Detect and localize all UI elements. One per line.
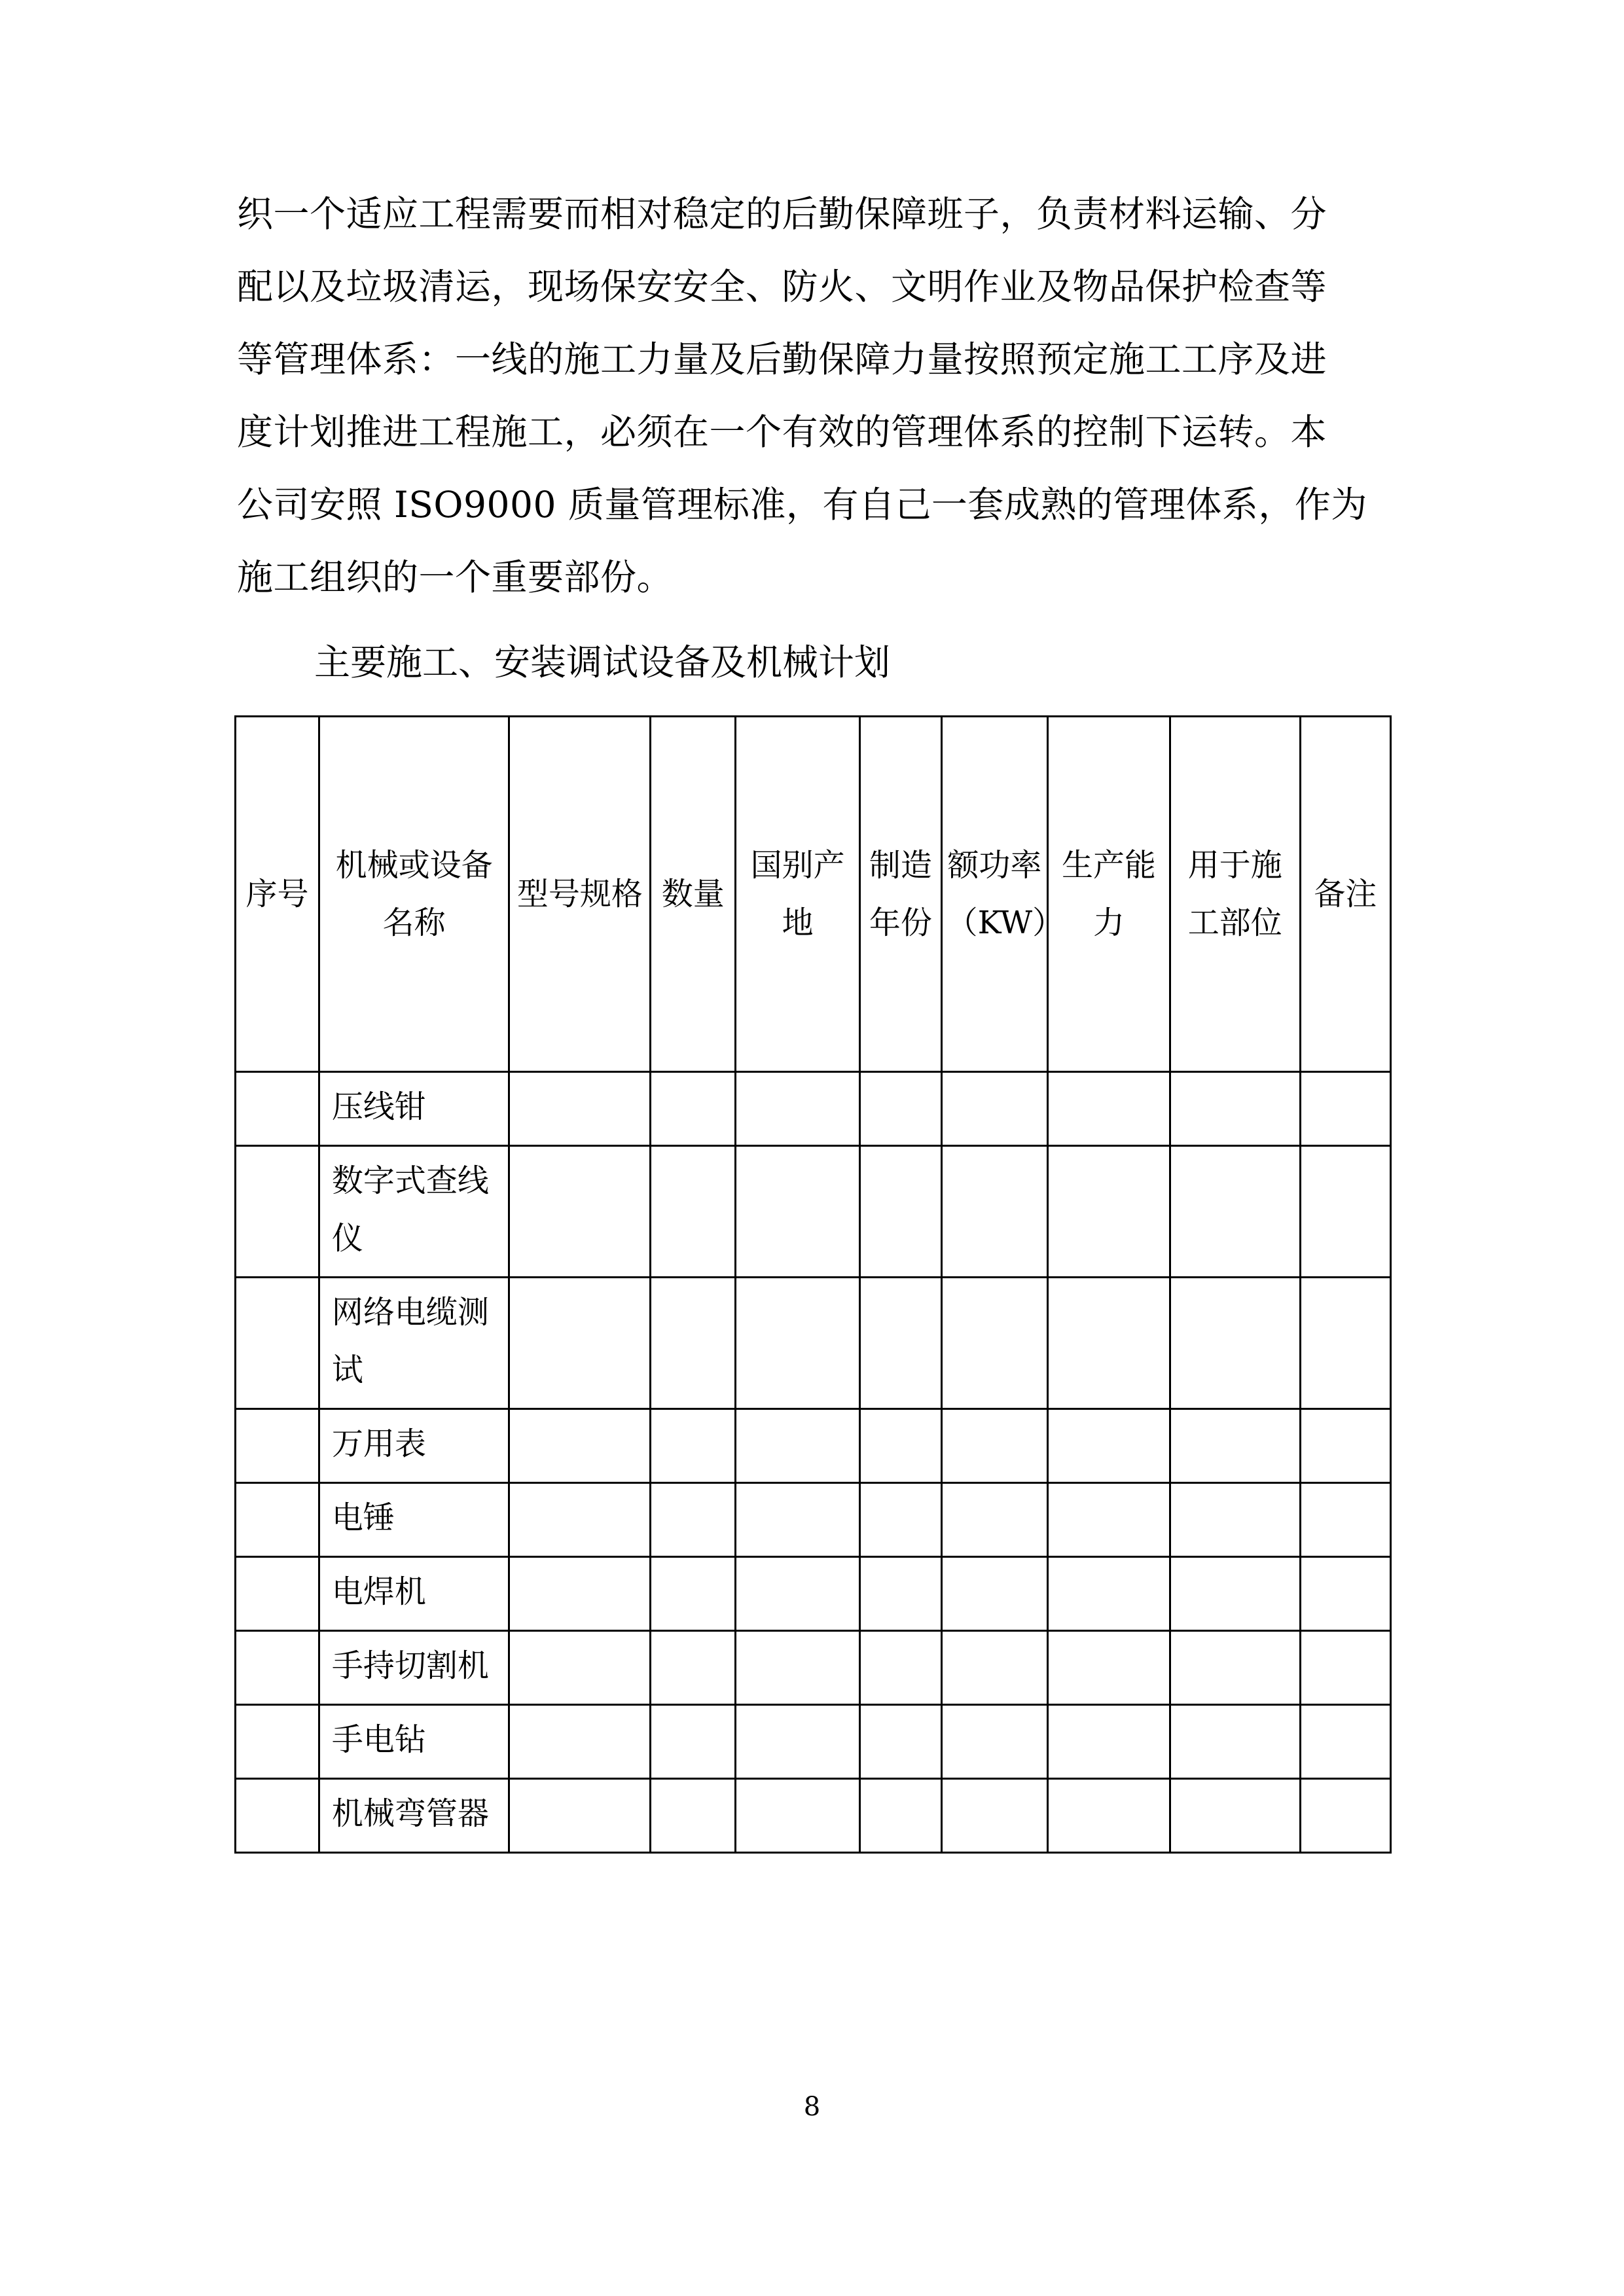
- column-header-label: 制造年份: [869, 847, 932, 941]
- table-row: [236, 1146, 1391, 1278]
- cell-construction-part: [1170, 1631, 1300, 1705]
- cell-origin: [736, 1483, 860, 1557]
- cell-manufacture-year: [860, 1146, 941, 1278]
- cell-remark: [1300, 1705, 1390, 1779]
- column-header-manufacture-year: [860, 717, 941, 1072]
- body-line: 度计划推进工程施工，必须在一个有效的管理体系的控制下运转。本: [237, 411, 1327, 453]
- cell-serial: [236, 1631, 319, 1705]
- column-header-capacity: [1048, 717, 1170, 1072]
- cell-model-spec: [509, 1146, 651, 1278]
- cell-quantity: [651, 1278, 736, 1409]
- column-header-label: 生产能力: [1061, 847, 1156, 941]
- cell-quantity: [651, 1705, 736, 1779]
- body-paragraph: [237, 178, 1389, 614]
- table-body: [236, 1072, 1391, 1853]
- table-row: [236, 1483, 1391, 1557]
- cell-rated-power: [941, 1072, 1047, 1146]
- cell-remark: [1300, 1557, 1390, 1631]
- cell-capacity: [1048, 1278, 1170, 1409]
- table-row: [236, 1557, 1391, 1631]
- table-row: [236, 1072, 1391, 1146]
- column-header-label: 额功率（KW）: [946, 847, 1064, 941]
- body-line: 公司安照 ISO9000 质量管理标准，有自己一套成熟的管理体系，作为: [237, 484, 1367, 526]
- cell-rated-power: [941, 1278, 1047, 1409]
- cell-remark: [1300, 1779, 1390, 1853]
- column-header-label: 备注: [1314, 876, 1377, 912]
- cell-construction-part: [1170, 1557, 1300, 1631]
- cell-quantity: [651, 1631, 736, 1705]
- cell-capacity: [1048, 1409, 1170, 1483]
- body-line: 等管理体系：一线的施工力量及后勤保障力量按照预定施工工序及进: [237, 338, 1327, 380]
- column-header-label: 国别产地: [750, 847, 845, 941]
- column-header-label: 数量: [661, 876, 725, 912]
- cell-construction-part: [1170, 1146, 1300, 1278]
- cell-quantity: [651, 1557, 736, 1631]
- cell-origin: [736, 1779, 860, 1853]
- column-header-serial: [236, 717, 319, 1072]
- cell-rated-power: [941, 1146, 1047, 1278]
- cell-rated-power: [941, 1409, 1047, 1483]
- cell-remark: [1300, 1631, 1390, 1705]
- equipment-plan-table: [234, 715, 1392, 1854]
- cell-quantity: [651, 1779, 736, 1853]
- cell-equipment-name: 电锤: [319, 1483, 509, 1557]
- cell-equipment-name: 手持切割机: [319, 1631, 509, 1705]
- column-header-equipment-name: [319, 717, 509, 1072]
- cell-manufacture-year: [860, 1278, 941, 1409]
- cell-serial: [236, 1072, 319, 1146]
- cell-construction-part: [1170, 1779, 1300, 1853]
- cell-origin: [736, 1705, 860, 1779]
- cell-origin: [736, 1072, 860, 1146]
- cell-serial: [236, 1705, 319, 1779]
- cell-remark: [1300, 1072, 1390, 1146]
- column-header-label: 型号规格: [516, 876, 643, 912]
- cell-quantity: [651, 1072, 736, 1146]
- cell-model-spec: [509, 1483, 651, 1557]
- cell-equipment-name: 万用表: [319, 1409, 509, 1483]
- body-line: 配以及垃圾清运，现场保安安全、防火、文明作业及物品保护检查等: [237, 266, 1327, 308]
- column-header-quantity: [651, 717, 736, 1072]
- table-row: [236, 1631, 1391, 1705]
- cell-origin: [736, 1409, 860, 1483]
- cell-remark: [1300, 1146, 1390, 1278]
- cell-quantity: [651, 1146, 736, 1278]
- table-row: [236, 1278, 1391, 1409]
- column-header-remark: [1300, 717, 1390, 1072]
- cell-capacity: [1048, 1779, 1170, 1853]
- table-header-row: [236, 717, 1391, 1072]
- cell-model-spec: [509, 1409, 651, 1483]
- body-line: 织一个适应工程需要而相对稳定的后勤保障班子，负责材料运输、分: [237, 193, 1327, 235]
- table-row: [236, 1779, 1391, 1853]
- cell-origin: [736, 1278, 860, 1409]
- section-heading: 主要施工、安装调试设备及机械计划: [314, 641, 891, 683]
- table-row: [236, 1409, 1391, 1483]
- cell-manufacture-year: [860, 1409, 941, 1483]
- cell-construction-part: [1170, 1278, 1300, 1409]
- cell-rated-power: [941, 1557, 1047, 1631]
- cell-construction-part: [1170, 1705, 1300, 1779]
- cell-capacity: [1048, 1483, 1170, 1557]
- cell-origin: [736, 1631, 860, 1705]
- cell-capacity: [1048, 1557, 1170, 1631]
- column-header-label: 用于施工部位: [1187, 847, 1282, 941]
- cell-model-spec: [509, 1631, 651, 1705]
- cell-manufacture-year: [860, 1072, 941, 1146]
- cell-serial: [236, 1409, 319, 1483]
- cell-manufacture-year: [860, 1483, 941, 1557]
- cell-serial: [236, 1278, 319, 1409]
- cell-quantity: [651, 1409, 736, 1483]
- cell-capacity: [1048, 1705, 1170, 1779]
- cell-construction-part: [1170, 1483, 1300, 1557]
- cell-construction-part: [1170, 1072, 1300, 1146]
- cell-rated-power: [941, 1483, 1047, 1557]
- cell-equipment-name: 机械弯管器: [319, 1779, 509, 1853]
- cell-equipment-name: 压线钳: [319, 1072, 509, 1146]
- cell-rated-power: [941, 1705, 1047, 1779]
- cell-rated-power: [941, 1631, 1047, 1705]
- cell-serial: [236, 1779, 319, 1853]
- column-header-rated-power: [941, 717, 1064, 1072]
- cell-equipment-name: 手电钻: [319, 1705, 509, 1779]
- cell-model-spec: [509, 1557, 651, 1631]
- column-header-label: 机械或设备名称: [335, 847, 493, 941]
- cell-manufacture-year: [860, 1631, 941, 1705]
- table-row: [236, 1705, 1391, 1779]
- cell-manufacture-year: [860, 1557, 941, 1631]
- cell-rated-power: [941, 1779, 1047, 1853]
- cell-capacity: [1048, 1146, 1170, 1278]
- page-number: 8: [803, 2092, 821, 2122]
- cell-model-spec: [509, 1278, 651, 1409]
- cell-manufacture-year: [860, 1779, 941, 1853]
- column-header-label: 序号: [245, 876, 309, 912]
- cell-manufacture-year: [860, 1705, 941, 1779]
- cell-quantity: [651, 1483, 736, 1557]
- cell-construction-part: [1170, 1409, 1300, 1483]
- cell-serial: [236, 1557, 319, 1631]
- cell-capacity: [1048, 1631, 1170, 1705]
- cell-equipment-name: 电焊机: [319, 1557, 509, 1631]
- cell-serial: [236, 1146, 319, 1278]
- cell-remark: [1300, 1483, 1390, 1557]
- cell-remark: [1300, 1409, 1390, 1483]
- column-header-origin: [736, 717, 860, 1072]
- body-line: 施工组织的一个重要部份。: [237, 556, 674, 598]
- cell-capacity: [1048, 1072, 1170, 1146]
- cell-remark: [1300, 1278, 1390, 1409]
- cell-equipment-name: 网络电缆测试: [319, 1278, 509, 1409]
- cell-origin: [736, 1557, 860, 1631]
- cell-equipment-name: 数字式查线仪: [319, 1146, 509, 1278]
- column-header-model-spec: [509, 717, 651, 1072]
- cell-origin: [736, 1146, 860, 1278]
- cell-model-spec: [509, 1072, 651, 1146]
- cell-model-spec: [509, 1779, 651, 1853]
- column-header-construction-part: [1170, 717, 1300, 1072]
- cell-model-spec: [509, 1705, 651, 1779]
- cell-serial: [236, 1483, 319, 1557]
